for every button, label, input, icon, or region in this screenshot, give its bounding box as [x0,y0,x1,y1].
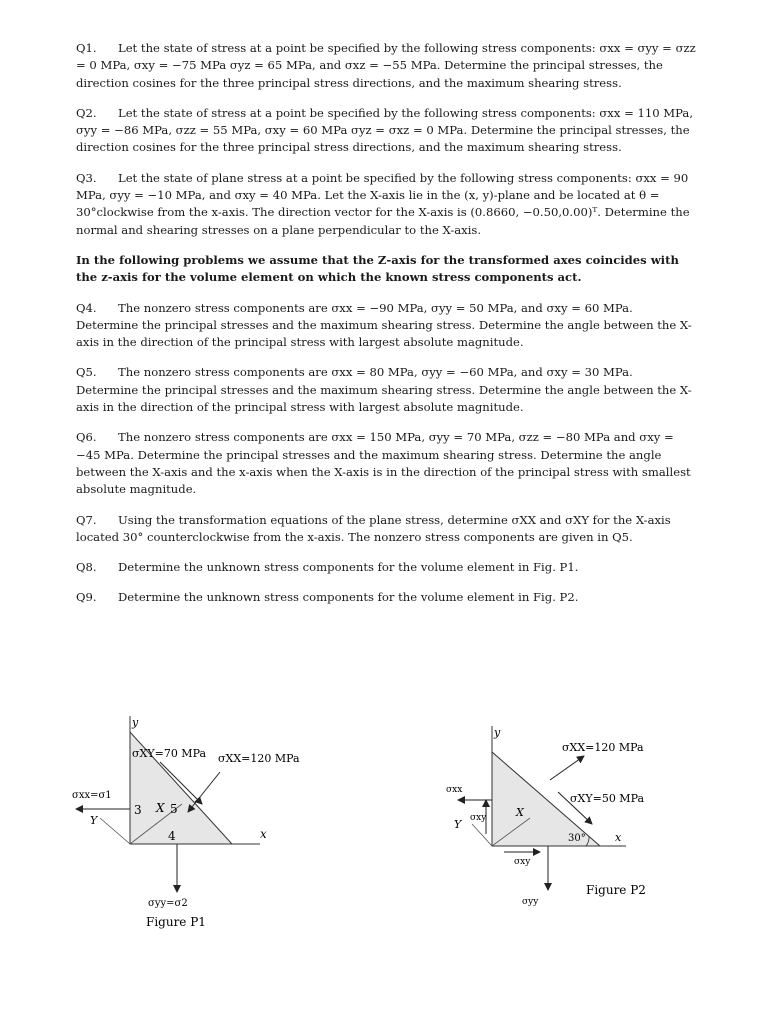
side-5-label: 5 [170,802,178,816]
assumption-note: In the following problems we assume that the Z-axis for the transformed axes coincides with the z-axis for the volume element on which the known stress components act. [76,252,679,285]
question-item: Q6. The nonzero stress components are σxx = 150 MPa, σyy = 70 MPa, σzz = −80 MPa and σxy = −45 MPa. Determine the principal stresses and the maximum shearing stress. Determine the angle between the X-axis and the x-axis when the X-axis is in the direction of the principal stress with smallest absolute magnitude. [76,430,691,497]
figure-p1 [60,712,320,946]
sigma-left-label: σxx=σ1 [72,790,112,801]
Y-axis-line [100,818,130,844]
problem-sheet [76,40,696,620]
sigma-left-label: σxx [446,785,463,795]
side-3-label: 3 [134,803,142,817]
angle-label: 30° [568,833,586,844]
sigma-xx-label: σXX=120 MPa [562,741,644,754]
figure-p1-caption: Figure P1 [146,915,206,929]
Y-axis-label: Y [454,818,462,831]
X-axis-label: X [516,806,524,819]
question-item: Q4. The nonzero stress components are σxx = −90 MPa, σyy = 50 MPa, and σxy = 60 MPa. Determine the principal stresses and the maximum shearing stress. Determine the angle between the X-axis in the direction of the principal stress with largest absolute magnitude. [76,300,692,350]
figure-p2-diagram [440,720,660,920]
question-item: Q1. Let the state of stress at a point be specified by the following stress components: σxx = σyy = σzz = 0 MPa, σxy = −75 MPa σyz = 65 MPa, and σxz = −55 MPa. Determine the principal stresses, the direction cosines for the three principal stress directions, and the maximum shearing stress. [76,41,696,90]
question-item: Q9. Determine the unknown stress components for the volume element in Fig. P2. [76,590,579,605]
normal-arrow [550,756,584,780]
sigma-xy-bottom-label: σxy [514,857,531,867]
sigma-xx-label: σXX=120 MPa [218,752,300,765]
figure-p1-diagram [60,712,320,942]
X-axis-label: X [156,801,165,815]
question-list-1 [76,40,696,239]
sigma-xy-label: σXY=50 MPa [570,792,645,805]
question-item: Q5. The nonzero stress components are σxx = 80 MPa, σyy = −60 MPa, and σxy = 30 MPa. Determine the principal stresses and the maximum shearing stress. Determine the angle between the X-axis in the direction of the principal stress with largest absolute magnitude. [76,365,692,415]
Y-axis-label: Y [90,814,98,827]
x-axis-label: x [615,831,622,844]
x-axis-label: x [260,827,267,841]
figure-p2-caption: Figure P2 [586,883,646,897]
question-list-2 [76,300,696,607]
y-axis-label: y [494,726,501,739]
Y-axis-line [472,824,492,846]
question-item: Q8. Determine the unknown stress components for the volume element in Fig. P1. [76,560,579,575]
side-4-label: 4 [168,829,176,843]
figure-p2 [440,720,660,924]
sigma-xy-left-label: σxy [470,813,487,823]
normal-arrow [188,772,220,812]
sigma-xy-label: σXY=70 MPa [132,747,207,760]
question-item: Q7. Using the transformation equations of the plane stress, determine σXX and σXY for the X-axis located 30° counterclockwise from the x-axis. The nonzero stress components are given in Q5. [76,512,671,544]
question-item: Q3. Let the state of plane stress at a point be specified by the following stress components: σxx = 90 MPa, σyy = −10 MPa, and σxy = 40 MPa. Let the X-axis lie in the (x, y)-plane and be located at θ = 30°clockwise from the x-axis. The direction vector for the X-axis is (0.8660, −0.50,0.00)ᵀ. Determine the normal and shearing stresses on a plane perpendicular to the X-axis. [76,170,690,237]
sigma-bottom-label: σyy [522,897,539,907]
y-axis-label: y [132,716,139,729]
sigma-bottom-label: σyy=σ2 [148,898,188,909]
question-item: Q2. Let the state of stress at a point be specified by the following stress components: σxx = 110 MPa, σyy = −86 MPa, σzz = 55 MPa, σxy = 60 MPa σyz = σxz = 0 MPa. Determine the principal stresses, the direction cosines for the three principal stress directions, and the maximum shearing stress. [76,105,694,155]
